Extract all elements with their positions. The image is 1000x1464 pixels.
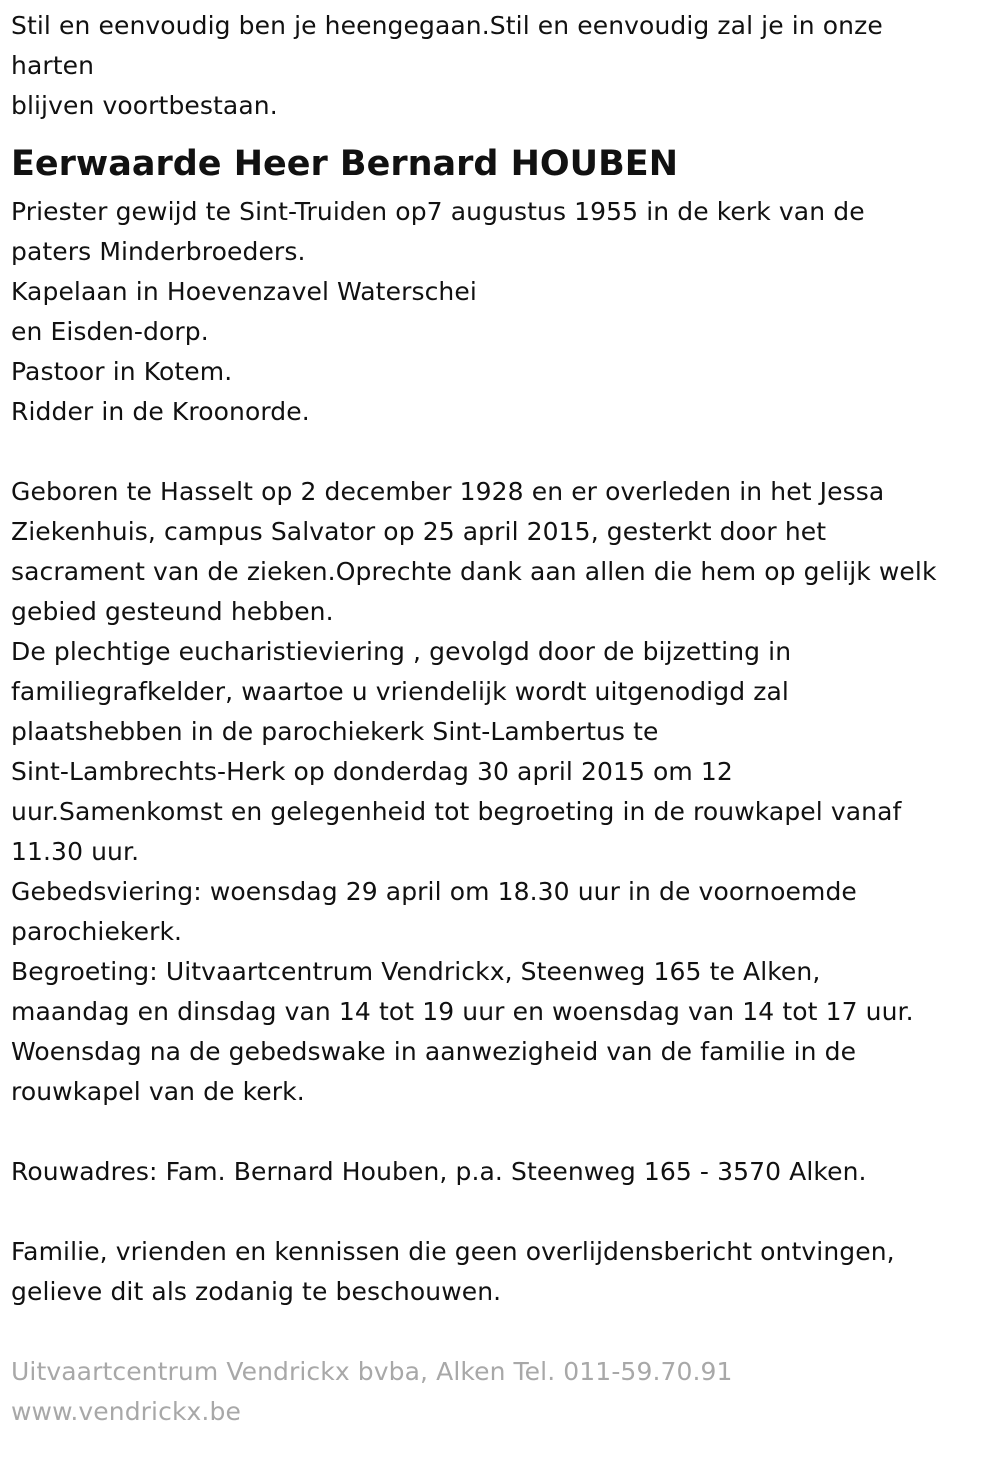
spacer bbox=[11, 432, 986, 472]
details-line: Woensdag na de gebedswake in aanwezigheid van de familie in de bbox=[11, 1037, 857, 1066]
notice-line: gelieve dit als zodanig te beschouwen. bbox=[11, 1277, 502, 1306]
details-line: Begroeting: Uitvaartcentrum Vendrickx, Steenweg 165 te Alken, bbox=[11, 957, 821, 986]
details-line: 11.30 uur. bbox=[11, 837, 140, 866]
bio-line: Pastoor in Kotem. bbox=[11, 357, 233, 386]
notice-section bbox=[11, 1232, 986, 1312]
details-line: Gebedsviering: woensdag 29 april om 18.30 uur in de voornoemde bbox=[11, 877, 857, 906]
footer bbox=[11, 1352, 986, 1432]
spacer bbox=[11, 1192, 986, 1232]
intro-line: harten bbox=[11, 51, 95, 80]
intro-verse bbox=[11, 6, 986, 126]
bio-line: en Eisden-dorp. bbox=[11, 317, 209, 346]
obituary-document bbox=[11, 6, 986, 1432]
bio-line: paters Minderbroeders. bbox=[11, 237, 306, 266]
intro-line: Stil en eenvoudig ben je heengegaan.Stil en eenvoudig zal je in onze bbox=[11, 11, 883, 40]
details-line: plaatshebben in de parochiekerk Sint-Lambertus te bbox=[11, 717, 659, 746]
intro-line: blijven voortbestaan. bbox=[11, 91, 278, 120]
details-line: Sint-Lambrechts-Herk op donderdag 30 april 2015 om 12 bbox=[11, 757, 733, 786]
notice-line: Familie, vrienden en kennissen die geen overlijdensbericht ontvingen, bbox=[11, 1237, 895, 1266]
bio-line: Ridder in de Kroonorde. bbox=[11, 397, 310, 426]
details-line: sacrament van de zieken.Oprechte dank aan allen die hem op gelijk welk bbox=[11, 557, 937, 586]
details-line: De plechtige eucharistieviering , gevolgd door de bijzetting in bbox=[11, 637, 792, 666]
mourning-address: Rouwadres: Fam. Bernard Houben, p.a. Steenweg 165 - 3570 Alken. bbox=[11, 1157, 867, 1186]
deceased-name: Eerwaarde Heer Bernard HOUBEN bbox=[11, 144, 678, 184]
details-line: maandag en dinsdag van 14 tot 19 uur en woensdag van 14 tot 17 uur. bbox=[11, 997, 914, 1026]
bio-line: Kapelaan in Hoevenzavel Waterschei bbox=[11, 277, 477, 306]
details-line: Geboren te Hasselt op 2 december 1928 en er overleden in het Jessa bbox=[11, 477, 885, 506]
details-line: parochiekerk. bbox=[11, 917, 183, 946]
funeral-home-info: Uitvaartcentrum Vendrickx bvba, Alken Tel. 011-59.70.91 bbox=[11, 1357, 733, 1386]
details-line: familiegrafkelder, waartoe u vriendelijk wordt uitgenodigd zal bbox=[11, 677, 789, 706]
website-link[interactable]: www.vendrickx.be bbox=[11, 1397, 241, 1426]
details-line: uur.Samenkomst en gelegenheid tot begroeting in de rouwkapel vanaf bbox=[11, 797, 902, 826]
details-line: Ziekenhuis, campus Salvator op 25 april 2015, gesterkt door het bbox=[11, 517, 827, 546]
spacer bbox=[11, 1112, 986, 1152]
bio-section bbox=[11, 192, 986, 432]
bio-line: Priester gewijd te Sint-Truiden op7 augustus 1955 in de kerk van de bbox=[11, 197, 865, 226]
details-line: gebied gesteund hebben. bbox=[11, 597, 334, 626]
details-section bbox=[11, 472, 986, 1112]
details-line: rouwkapel van de kerk. bbox=[11, 1077, 305, 1106]
spacer bbox=[11, 1312, 986, 1352]
